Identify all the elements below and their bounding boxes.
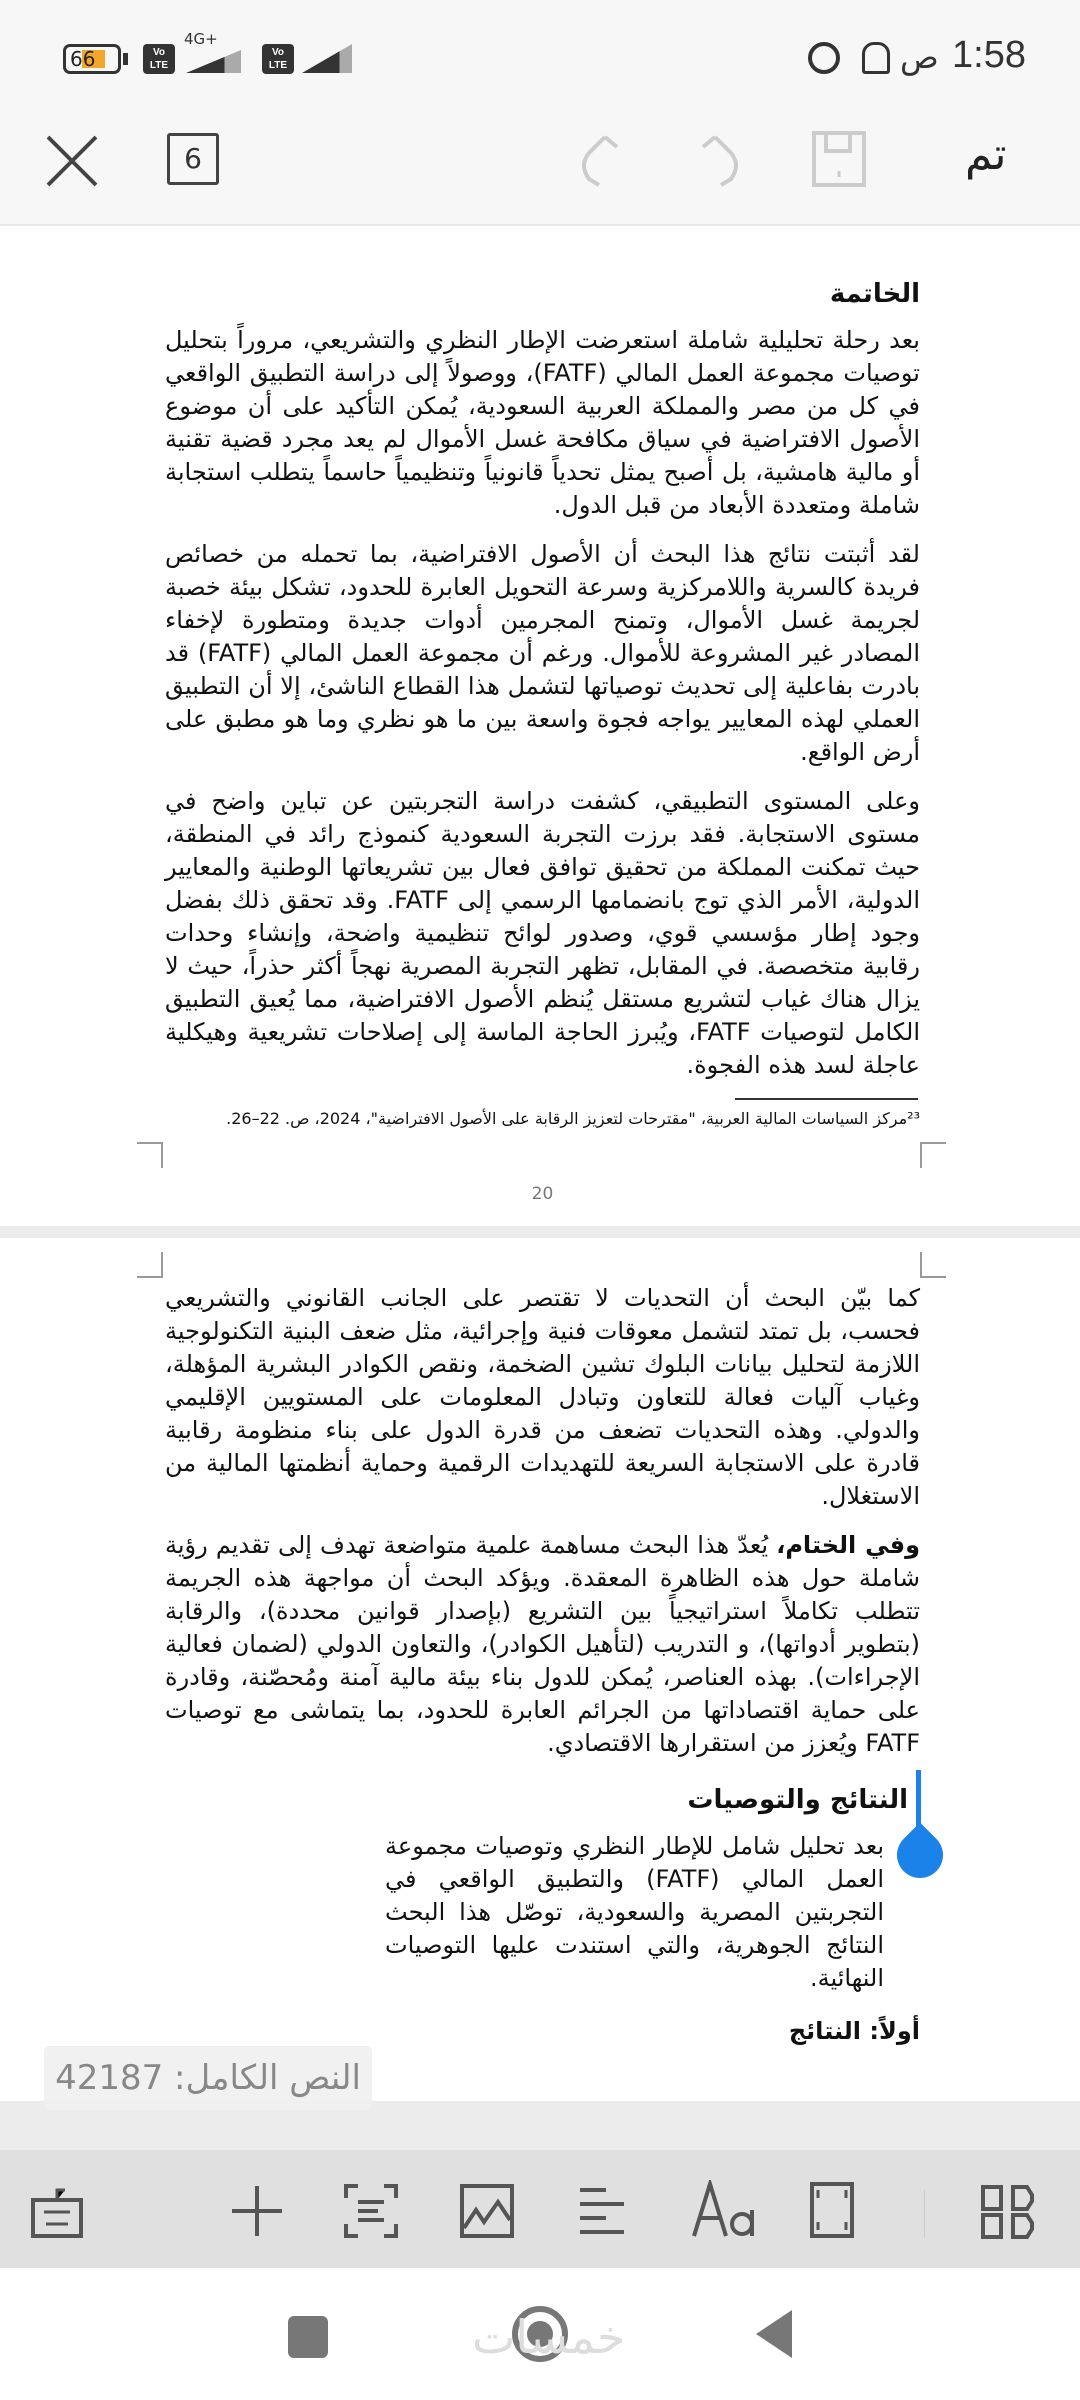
- fullscreen-icon[interactable]: [810, 2182, 854, 2238]
- undo-icon[interactable]: [695, 133, 745, 187]
- subheading: أولاً: النتائج: [788, 2017, 920, 2045]
- keyboard-icon[interactable]: [30, 2184, 86, 2240]
- close-icon[interactable]: [44, 133, 100, 189]
- recents-button[interactable]: [288, 2316, 328, 2358]
- footnote: ²³مركز السياسات المالية العربية، "مقترحات لتعزيز الرقابة على الأصول الافتراضية"، 2024، ص. 22–26.: [226, 1109, 920, 1128]
- paragraph[interactable]: كما بيّن البحث أن التحديات لا تقتصر على الجانب القانوني والتشريعي فحسب، بل تمتد لتشمل معوقات فنية وإجرائية، مثل ضعف البنية التكنولوجية اللازمة لتحليل بيانات البلوك تشين الضخمة، ونقص الكوادر البشرية المؤهلة، وغياب آليات فعالة للتعاون وتبادل المعلومات على المستويين الإقليمي والدولي. وهذه التحديات تضعف من قدرة الدول على بناء منظومة رقابية قادرة على الاستجابة السريعة للتهديدات الرقمية وحماية أنظمتها المالية من الاستغلال.: [165, 1284, 920, 1510]
- muted-bell-icon: [862, 42, 890, 74]
- paragraph[interactable]: بعد تحليل شامل للإطار النظري وتوصيات مجموعة العمل المالي (FATF) والتطبيق الواقعي في التجربتين المصرية والسعودية، توصّل هذا البحث النتائج الجوهرية، والتي استندت عليها التوصيات النهائية.: [385, 1832, 885, 1992]
- insert-plus-icon[interactable]: [230, 2184, 284, 2238]
- signal-icon-1: [186, 50, 241, 73]
- character-count-badge: النص الكامل: 42187: [44, 2046, 372, 2110]
- document-page-20: [0, 226, 1080, 1226]
- scan-text-icon[interactable]: [344, 2184, 398, 2238]
- page-count-button[interactable]: 6: [167, 133, 219, 185]
- section-heading: النتائج والتوصيات: [687, 1785, 908, 1815]
- toolbar-divider: [924, 2190, 925, 2238]
- editor-toolbar: [0, 115, 1080, 225]
- page-corner-mark: [137, 1142, 163, 1168]
- paragraph[interactable]: [165, 1529, 920, 1760]
- clock: 1:58: [952, 34, 1026, 76]
- done-button[interactable]: تم: [965, 129, 1007, 180]
- battery-icon: [63, 44, 121, 74]
- battery-level: 66: [70, 47, 96, 71]
- signal-icon-2: [302, 44, 352, 73]
- page-corner-mark: [920, 1142, 946, 1168]
- volte-icon-2: Vo LTE: [262, 44, 294, 74]
- paragraph-text: يُعدّ هذا البحث مساهمة علمية متواضعة تهدف إلى تقديم رؤية شاملة حول هذه الظاهرة المعقدة. ويؤكد البحث أن مواجهة هذه الجريمة تتطلب تكاملاً استراتيجياً بين التشريع (بإصدار قوانين محددة)، والرقابة (بتطوير أدواتها)، و التدريب (لتأهيل الكوادر)، والتعاون الدولي (لضمان فعالية الإجراءات). بهذه العناصر، يُمكن للدول بناء بيئة مالية آمنة ومُحصّنة، وقادرة على حماية اقتصاداتها من الجرائم العابرة للحدود، بما يتماشى مع توصيات FATF ويُعزز من استقرارها الاقتصادي.: [165, 1531, 920, 1757]
- footnote-divider: [735, 1098, 918, 1100]
- status-bar: [0, 0, 1080, 115]
- save-icon[interactable]: [812, 131, 866, 187]
- back-button[interactable]: [756, 2310, 792, 2358]
- page-number: 20: [531, 1184, 554, 1204]
- section-heading: الخاتمة: [829, 279, 920, 309]
- paragraph[interactable]: بعد رحلة تحليلية شاملة استعرضت الإطار النظري والتشريعي، مروراً بتحليل توصيات مجموعة العمل المالي (FATF)، ووصولاً إلى دراسة التطبيق الواقعي في كل من مصر والمملكة العربية السعودية، يُمكن التأكيد على أن موضوع الأصول الافتراضية في سياق مكافحة غسل الأموال لم يعد مجرد قضية تقنية أو مالية هامشية، بل أصبح يمثل تحدياً قانونياً وتنظيمياً حاسماً يتطلب استجابة شاملة ومتعددة الأبعاد من قبل الدول.: [165, 326, 920, 519]
- document-page-21: [0, 1238, 1080, 2101]
- paragraph-align-icon[interactable]: [578, 2186, 626, 2236]
- page-corner-mark: [920, 1252, 946, 1278]
- more-tools-icon[interactable]: [980, 2184, 1034, 2240]
- bold-phrase: وفي الختام،: [776, 1531, 921, 1559]
- paragraph[interactable]: وعلى المستوى التطبيقي، كشفت دراسة التجربتين عن تباين واضح في مستوى الاستجابة. فقد برزت التجربة السعودية كنموذج رائد في المنطقة، حيث تمكنت المملكة من تحقيق توافق فعال بين تشريعاتها الوطنية والمعايير الدولية، الأمر الذي توج بانضمامها الرسمي إلى FATF. وقد تحقق ذلك بفضل وجود إطار مؤسسي قوي، وصدور لوائح تنظيمية واضحة، وإنشاء وحدات رقابية متخصصة. في المقابل، تظهر التجربة المصرية نهجاً أكثر حذراً، حيث لا يزال هناك غياب لتشريع مستقل يُنظم الأصول الافتراضية، مما يُعيق التطبيق الكامل لتوصيات FATF، ويُبرز الحاجة الماسة إلى إصلاحات تشريعية وهيكلية عاجلة لسد هذه الفجوة.: [165, 787, 920, 1079]
- volte-icon: Vo LTE: [143, 44, 175, 74]
- page-corner-mark: [137, 1252, 163, 1278]
- am-pm: ص: [900, 38, 939, 76]
- bottom-toolbar: [0, 2150, 1080, 2268]
- alarm-icon: [808, 42, 840, 74]
- redo-icon[interactable]: [575, 133, 625, 187]
- paragraph[interactable]: لقد أثبتت نتائج هذا البحث أن الأصول الافتراضية، بما تحمله من خصائص فريدة كالسرية واللامركزية وسرعة التحويل العابرة للحدود، تشكل بيئة خصبة لجريمة غسل الأموال، وتمنح المجرمين أدوات جديدة ومتطورة لإخفاء المصادر غير المشروعة للأموال. ورغم أن مجموعة العمل المالي (FATF) قد بادرت بفاعلية إلى تحديث توصياتها لتشمل هذا القطاع الناشئ، إلا أن التطبيق العملي لهذه المعايير يواجه فجوة واسعة بين ما هو نظري وما هو مطبق على أرض الواقع.: [165, 540, 920, 766]
- document-view[interactable]: [0, 226, 1080, 2101]
- system-navigation-bar: [0, 2268, 1080, 2400]
- insert-image-icon[interactable]: [460, 2184, 514, 2238]
- watermark: خمسات: [472, 2310, 626, 2364]
- network-type: 4G+: [184, 30, 218, 48]
- font-format-icon[interactable]: [690, 2180, 760, 2240]
